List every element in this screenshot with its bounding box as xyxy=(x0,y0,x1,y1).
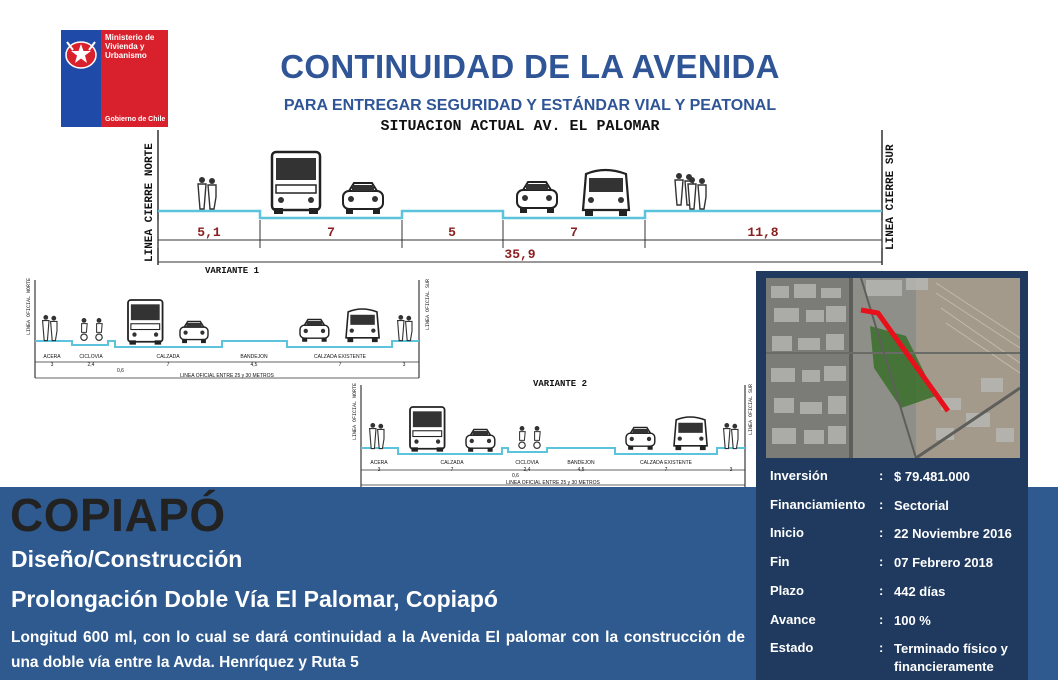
variant2-segment-ciclovia: CICLOVIA xyxy=(515,460,539,466)
variant2-segment-calzada: CALZADA xyxy=(440,460,464,466)
variant2-total: LINEA OFICIAL ENTRE 25 y 30 METROS xyxy=(506,480,600,486)
variant2-segment-calzada-existente: CALZADA EXISTENTE xyxy=(640,460,692,466)
variant1-segment-calzada: CALZADA xyxy=(156,354,180,360)
logo-ministry-text: Ministerio de Vivienda y Urbanismo xyxy=(105,33,155,60)
drawing-main-right-line: LINEA CIERRE SUR xyxy=(885,144,897,250)
project-type: Diseño/Construcción xyxy=(11,546,243,572)
variant2-dim-6: 3 xyxy=(729,467,733,473)
variant2-dim-5: 7 xyxy=(664,467,668,473)
variant1-label: VARIANTE 1 xyxy=(205,266,260,276)
variant1-dim-5: 7 xyxy=(338,362,342,368)
variant1-segment-acera: ACERA xyxy=(43,354,61,360)
page-title: CONTINUIDAD DE LA AVENIDA xyxy=(280,48,780,85)
logo-government-text: Gobierno de Chile xyxy=(105,116,166,123)
dim-main-1: 5,1 xyxy=(197,225,221,240)
variant2-left-line: LINEA OFICIAL NORTE xyxy=(352,382,358,440)
variant1-small-dim: 0,6 xyxy=(117,368,124,374)
variant2-dim-4: 4,5 xyxy=(577,467,585,473)
variant1-total: LINEA OFICIAL ENTRE 25 y 30 METROS xyxy=(180,373,274,379)
variant2-segment-bandejon: BANDEJON xyxy=(567,460,595,466)
variant1-left-line: LINEA OFICIAL NORTE xyxy=(26,277,32,335)
car-icon xyxy=(517,182,557,213)
bus-icon xyxy=(272,152,320,214)
variant2-dim-3: 2,4 xyxy=(523,467,531,473)
variant2-dim-2: 7 xyxy=(450,467,454,473)
van-icon xyxy=(583,170,629,216)
variant1-right-line: LINEA OFICIAL SUR xyxy=(425,278,431,330)
variant1-dim-6: 3 xyxy=(402,362,406,368)
variant1-segment-bandejon: BANDEJON xyxy=(240,354,268,360)
dim-main-4: 7 xyxy=(570,225,578,240)
variant2-label: VARIANTE 2 xyxy=(533,379,588,389)
drawing-main-left-line: LINEA CIERRE NORTE xyxy=(144,143,156,262)
project-name: Prolongación Doble Vía El Palomar, Copiapó xyxy=(11,586,498,612)
drawing-main-title: SITUACION ACTUAL AV. EL PALOMAR xyxy=(380,118,660,135)
city-name: COPIAPÓ xyxy=(10,489,226,541)
page-subtitle: PARA ENTREGAR SEGURIDAD Y ESTÁNDAR VIAL Y PEATONAL xyxy=(283,97,777,114)
dim-main-total: 35,9 xyxy=(504,247,536,262)
variant1-segment-calzada-existente: CALZADA EXISTENTE xyxy=(314,354,366,360)
variant1-dim-3: 7 xyxy=(166,362,170,368)
variant1-dim-1: 3 xyxy=(50,362,54,368)
variant1-dim-4: 4,5 xyxy=(250,362,258,368)
variant2-right-line: LINEA OFICIAL SUR xyxy=(748,383,754,435)
pedestrians-icon xyxy=(688,177,706,209)
variant1-dim-2: 2,4 xyxy=(87,362,95,368)
variant1-segment-ciclovia: CICLOVIA xyxy=(79,354,103,360)
pedestrians-icon xyxy=(198,177,216,209)
variant2-small-dim: 0,6 xyxy=(512,473,519,479)
dim-main-5: 11,8 xyxy=(747,225,779,240)
project-description: Longitud 600 ml, con lo cual se dará continuidad a la Avenida El palomar con la construcción de una doble vía entre la Avda. Henríquez y Ruta 5 xyxy=(11,629,745,671)
car-icon xyxy=(343,183,383,214)
variant2-dim-1: 3 xyxy=(377,467,381,473)
variant2-segment-acera: ACERA xyxy=(370,460,388,466)
aerial-map-image xyxy=(766,278,1020,458)
dim-main-3: 5 xyxy=(448,225,456,240)
dim-main-2: 7 xyxy=(327,225,335,240)
